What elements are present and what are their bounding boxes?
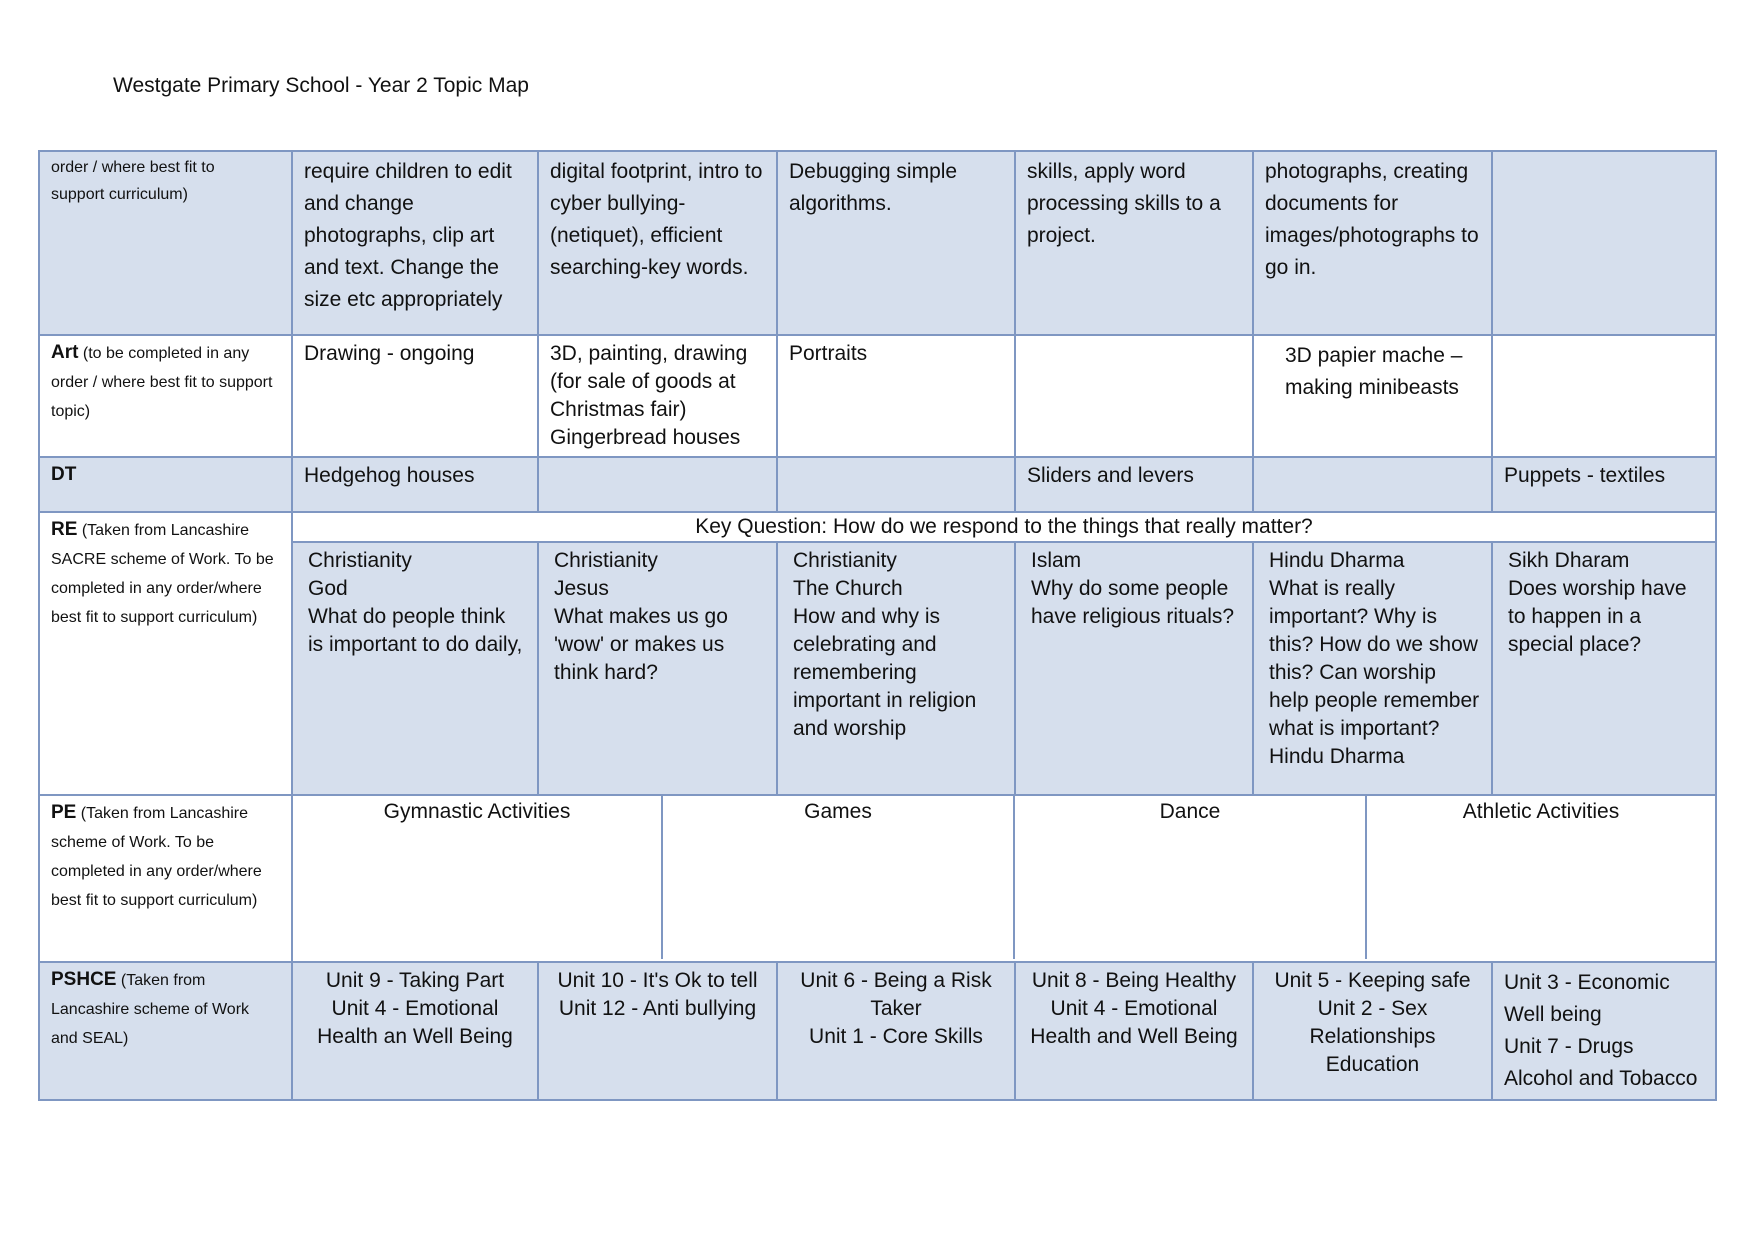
re-key-question: Key Question: How do we respond to the things that really matter?	[292, 512, 1716, 542]
re-cell	[1492, 542, 1716, 795]
cell-line: Unit 9 - Taking Part	[325, 969, 505, 992]
art-row	[39, 335, 1716, 457]
topic-map-table	[38, 150, 1717, 1101]
re-cell	[1015, 542, 1253, 795]
cell-line: Well being	[1504, 1003, 1602, 1026]
pshce-cell	[777, 962, 1015, 1100]
cell-line: Unit 1 - Core Skills	[809, 1025, 983, 1048]
cell-line: Unit 4 - Emotional	[331, 997, 499, 1020]
cell-line: Unit 3 - Economic	[1504, 971, 1670, 994]
pshce-cell	[1253, 962, 1492, 1100]
cell-line: Christianity	[308, 549, 412, 572]
cell-line: Health and Well Being	[1030, 1025, 1238, 1048]
pe-row-header	[39, 795, 292, 962]
re-key-row	[39, 512, 1716, 542]
cell-line: Unit 10 - It's Ok to tell	[557, 969, 758, 992]
cell-line: What do people think is important to do daily,	[308, 605, 523, 656]
dt-row-header	[39, 457, 292, 512]
re-row-header	[39, 512, 292, 795]
pshce-row-header	[39, 962, 292, 1100]
row-note: (Taken from Lancashire SACRE scheme of Work. To be completed in any order/where best fit to support curriculum)	[51, 522, 274, 626]
computing-cell: require children to edit and change photographs, clip art and text. Change the size etc appropriately	[292, 151, 538, 335]
art-cell	[292, 335, 538, 457]
computing-cell	[1492, 151, 1716, 335]
cell-line: What is really important? Why is this? How do we show this? Can worship help people remember what is important?	[1269, 577, 1480, 740]
cell-line: Portraits	[789, 342, 868, 365]
cell-line: Christianity	[793, 549, 897, 572]
cell-line: Unit 4 - Emotional	[1050, 997, 1218, 1020]
pe-activities	[292, 795, 1716, 962]
re-cell	[1253, 542, 1492, 795]
dt-cell	[538, 457, 777, 512]
pe-activity: Dance	[1015, 796, 1367, 959]
cell-line: Hindu Dharma	[1269, 745, 1405, 768]
art-cell	[1492, 335, 1716, 457]
cell-line: Unit 6 - Being a Risk	[800, 969, 992, 992]
cell-line: Health an Well Being	[317, 1025, 513, 1048]
cell-line: (for sale of goods at	[550, 370, 736, 393]
cell-line: Unit 5 - Keeping safe	[1274, 969, 1471, 992]
pshce-cell	[1015, 962, 1253, 1100]
pe-activity: Gymnastic Activities	[293, 796, 663, 959]
cell-line: What makes us go 'wow' or makes us think hard?	[554, 605, 728, 684]
re-cell	[538, 542, 777, 795]
cell-line: Sikh Dharam	[1508, 549, 1630, 572]
cell-line: Unit 7 - Drugs	[1504, 1035, 1634, 1058]
pe-activity: Athletic Activities	[1462, 800, 1620, 823]
cell-line: Why do some people have religious rituals?	[1031, 577, 1235, 628]
subject-label: Art	[51, 342, 79, 363]
cell-line: Christmas fair)	[550, 398, 687, 421]
row-note: (Taken from Lancashire scheme of Work. To be completed in any order/where best fit to support curriculum)	[51, 805, 262, 909]
cell-line: Alcohol and Tobacco	[1504, 1067, 1698, 1090]
cell-line: Education	[1325, 1053, 1420, 1076]
dt-cell: Sliders and levers	[1015, 457, 1253, 512]
dt-cell: Puppets - textiles	[1492, 457, 1716, 512]
computing-cell: Debugging simple algorithms.	[777, 151, 1015, 335]
cell-line: Islam	[1031, 549, 1082, 572]
row-note: support curriculum)	[51, 186, 188, 203]
cell-line: Gingerbread houses	[550, 426, 741, 449]
cell-line: The Church	[793, 577, 903, 600]
re-cell	[777, 542, 1015, 795]
cell-line: Does worship have to happen in a special place?	[1508, 577, 1687, 656]
art-row-header	[39, 335, 292, 457]
row-note: order / where best fit to	[51, 159, 215, 176]
cell-line: making minibeasts	[1285, 376, 1459, 399]
row-note: (Taken from Lancashire scheme of Work and SEAL)	[51, 972, 250, 1047]
pshce-cell	[292, 962, 538, 1100]
computing-row	[39, 151, 1716, 335]
pe-activity: Games	[663, 796, 1015, 959]
dt-cell	[777, 457, 1015, 512]
cell-line: Hindu Dharma	[1269, 549, 1405, 572]
cell-line: Jesus	[554, 577, 609, 600]
cell-line: 3D papier mache –	[1285, 344, 1463, 367]
subject-label: DT	[51, 464, 77, 485]
re-cell	[292, 542, 538, 795]
cell-line: Unit 2 - Sex	[1317, 997, 1428, 1020]
art-cell	[1253, 335, 1492, 457]
computing-row-header	[39, 151, 292, 335]
subject-label: PE	[51, 802, 77, 823]
cell-line: God	[308, 577, 348, 600]
cell-line: 3D, painting, drawing	[550, 342, 748, 365]
cell-line: How and why is celebrating and remembering important in religion and worship	[793, 605, 977, 740]
computing-cell: digital footprint, intro to cyber bullying-(netiquet), efficient searching-key words.	[538, 151, 777, 335]
row-note: (to be completed in any order / where best fit to support topic)	[51, 345, 273, 420]
cell-line: Christianity	[554, 549, 658, 572]
subject-label: PSHCE	[51, 969, 117, 990]
cell-line: Taker	[870, 997, 922, 1020]
art-cell	[1015, 335, 1253, 457]
cell-line: Unit 8 - Being Healthy	[1031, 969, 1237, 992]
pshce-cell	[538, 962, 777, 1100]
cell-line: Drawing - ongoing	[304, 342, 475, 365]
pshce-cell	[1492, 962, 1716, 1100]
pe-row	[39, 795, 1716, 962]
dt-cell: Hedgehog houses	[292, 457, 538, 512]
page-title: Westgate Primary School - Year 2 Topic Map	[113, 74, 529, 97]
dt-cell	[1253, 457, 1492, 512]
subject-label: RE	[51, 519, 78, 540]
dt-row	[39, 457, 1716, 512]
art-cell	[777, 335, 1015, 457]
pshce-row	[39, 962, 1716, 1100]
pe-activity-grid	[293, 796, 1715, 959]
computing-cell: photographs, creating documents for images/photographs to go in.	[1253, 151, 1492, 335]
computing-cell: skills, apply word processing skills to a project.	[1015, 151, 1253, 335]
cell-line: Unit 12 - Anti bullying	[558, 997, 757, 1020]
art-cell	[538, 335, 777, 457]
cell-line: Relationships	[1309, 1025, 1436, 1048]
